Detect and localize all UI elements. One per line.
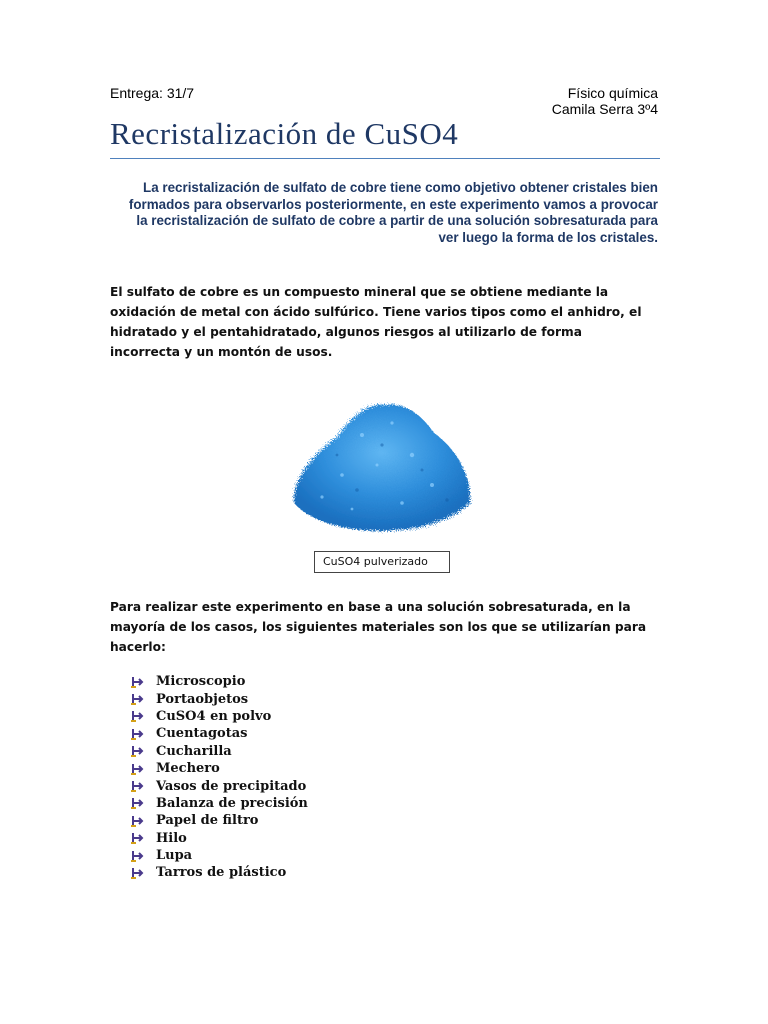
figure-caption: CuSO4 pulverizado (314, 551, 450, 573)
list-item (130, 812, 308, 829)
material-label: Papel de filtro (156, 813, 259, 829)
arrow-bullet-icon (130, 709, 146, 723)
delivery-date: Entrega: 31/7 (110, 85, 195, 101)
material-label: Cucharilla (156, 743, 232, 759)
arrow-bullet-icon (130, 727, 146, 741)
header-info (552, 85, 658, 117)
material-label: Cuentagotas (156, 726, 248, 742)
list-item (130, 847, 308, 864)
arrow-bullet-icon (130, 779, 146, 793)
list-item (130, 743, 308, 760)
materials-list (130, 673, 308, 882)
arrow-bullet-icon (130, 675, 146, 689)
materials-intro-paragraph: Para realizar este experimento en base a una solución sobresaturada, en la mayoría de los casos, los siguientes materiales son los que se utilizarían para hacerlo: (110, 600, 647, 654)
author-label: Camila Serra 3º4 (551, 101, 658, 117)
material-label: Balanza de precisión (156, 795, 308, 811)
abstract-paragraph: La recristalización de sulfato de cobre tiene como objetivo obtener cristales bien formados para observarlos posteriormente, en este experimento vamos a provocar la recristalización de sulfato de cobre a partir de una solución sobresaturada para ver luego la forma de los cristales. (128, 180, 658, 245)
material-label: CuSO4 en polvo (156, 708, 272, 724)
list-item (130, 864, 308, 881)
list-item (130, 673, 308, 690)
list-item (130, 690, 308, 707)
arrow-bullet-icon (130, 692, 146, 706)
material-label: Lupa (156, 848, 193, 864)
list-item (130, 708, 308, 725)
material-label: Tarros de plástico (156, 865, 287, 881)
arrow-bullet-icon (130, 796, 146, 810)
intro-paragraph: El sulfato de cobre es un compuesto mineral que se obtiene mediante la oxidación de metal con ácido sulfúrico. Tiene varios tipos como el anhidro, el hidratado y el pentahidratado, algunos riesgos al utilizarlo de forma incorrecta y un montón de usos. (110, 285, 642, 359)
arrow-bullet-icon (130, 866, 146, 880)
arrow-bullet-icon (130, 814, 146, 828)
arrow-bullet-icon (130, 849, 146, 863)
material-label: Portaobjetos (156, 691, 249, 707)
title-divider (110, 158, 660, 159)
list-item (130, 760, 308, 777)
arrow-bullet-icon (130, 744, 146, 758)
material-label: Microscopio (156, 674, 246, 690)
list-item (130, 795, 308, 812)
page-title: Recristalización de CuSO4 (110, 116, 459, 151)
arrow-bullet-icon (130, 831, 146, 845)
copper-sulfate-powder-image (282, 385, 482, 535)
arrow-bullet-icon (130, 762, 146, 776)
material-label: Hilo (156, 830, 187, 846)
list-item (130, 830, 308, 847)
material-label: Vasos de precipitado (156, 778, 307, 794)
subject-label: Físico química (567, 85, 658, 101)
list-item (130, 725, 308, 742)
list-item (130, 777, 308, 794)
material-label: Mechero (156, 761, 220, 777)
